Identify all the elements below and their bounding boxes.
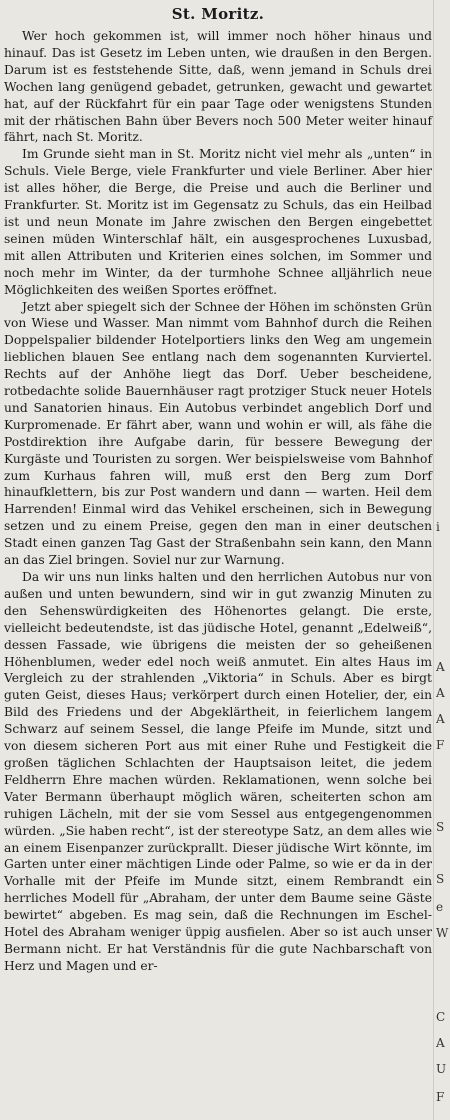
article-paragraph-1: Wer hoch gekommen ist, will immer noch höher hinaus und hinauf. Das ist Gesetz im Leben unten, wie draußen in den Bergen. Darum ist es feststehende Sitte, daß, wenn jemand in Schuls drei Wochen lang genügend gebadet, getrunken, gewacht und gewartet hat, auf der Rückfahrt für ein paar Tage oder wenigstens Stunden mit der rhätischen Bahn über Bevers noch 500 Meter weiter hinauf fährt, nach St. Moritz. <box>4 29 432 145</box>
margin-letter: W <box>436 926 449 940</box>
article-title: St. Moritz. <box>171 5 265 23</box>
margin-letter: S <box>436 872 445 886</box>
margin-letter: U <box>436 1062 447 1076</box>
margin-letter: S <box>436 820 445 834</box>
margin-letter: F <box>436 738 445 752</box>
column-rule <box>433 0 434 1120</box>
margin-letter: e <box>436 900 444 914</box>
article-paragraph-4: Da wir uns nun links halten und den herrlichen Autobus nur von außen und unten bewundern, sind wir in gut zwanzig Minuten zu den Sehenswürdigkeiten des Höhenortes gelangt. Die erste, vielleicht bedeutendste, ist das jüdische Hotel, genannt „Edelweiß“, dessen Fassade, wie übrigens die meisten der so geheißenen Höhenblumen, weder edel noch weiß anmutet. Ein altes Haus im Vergleich zu der strahlenden „Viktoria“ in Schuls. Aber es birgt guten Geist, dieses Haus; verkörpert durch einen Hotelier, der, ein Bild des Friedens und der Abgeklärtheit, in feierlichem langem Schwarz auf seinem Sessel, die lange Pfeife im Munde, sitzt und von diesem sicheren Port aus mit einer Ruhe und Festigkeit die großen täglichen Schlachten der Hauptsaison leitet, die jedem Feldherrn Ehre machen würden. Reklamationen, wenn solche bei Vater Bermann überhaupt möglich wären, scheiterten schon am ruhigen Lächeln, mit der sie vom Sessel aus entgegengenommen würden. „Sie haben recht“, ist der stereotype Satz, an dem alles wie an einem Eisenpanzer zurückprallt. Dieser jüdische Wirt könnte, im Garten unter einer mächtigen Linde oder Palme, so wie er da in der Vorhalle mit der Pfeife im Munde sitzt, einem Rembrandt ein herrliches Modell für „Abraham, der unter dem Baume seine Gäste bewirtet“ abgeben. Es mag sein, daß die Rechnungen im Eschel-Hotel des Abraham weniger üppig ausfielen. Aber so ist auch unser Bermann nicht. Er hat Verständnis für die gute Nachbarschaft von Herz und Magen und er- <box>4 570 432 973</box>
margin-letter: A <box>436 660 445 674</box>
article-paragraph-2: Im Grunde sieht man in St. Moritz nicht viel mehr als „unten“ in Schuls. Viele Berge, viele Frankfurter und viele Berliner. Aber hier ist alles höher, die Berge, die Preise und auch die Berliner und Frankfurter. St. Moritz ist im Gegensatz zu Schuls, das ein Heilbad ist und neun Monate im Jahre zwischen den Bergen eingebettet seinen müden Winterschlaf hält, ein ausgesprochenes Luxusbad, mit allen Attributen und Kriterien eines solchen, im Sommer und noch mehr im Winter, da der turmhohe Schnee alljährlich neue Möglichkeiten des weißen Sportes eröffnet. <box>4 147 432 297</box>
margin-letter: F <box>436 1090 445 1104</box>
margin-letter: i <box>436 520 440 534</box>
article-column <box>4 4 432 975</box>
margin-letter: A <box>436 712 445 726</box>
margin-letter: A <box>436 1036 445 1050</box>
article-paragraph-3: Jetzt aber spiegelt sich der Schnee der Höhen im schönsten Grün von Wiese und Wasser. Man nimmt vom Bahnhof durch die Reihen Doppelspalier bildender Hotelportiers links den Weg am ungemein lieblichen blauen See entlang nach dem sogenannten Kurviertel. Rechts auf der Anhöhe liegt das Dorf. Ueber bescheidene, rotbedachte solide Bauernhäuser ragt protziger Stuck neuer Hotels und Sanatorien hinaus. Ein Autobus verbindet angeblich Dorf und Kurpromenade. Er fährt aber, wann und wohin er will, als fähe die Postdirektion ihre Aufgabe darin, für bessere Bewegung der Kurgäste und Touristen zu sorgen. Wer beispielsweise vom Bahnhof zum Kurhaus fahren will, muß erst den Berg zum Dorf hinaufklettern, bis zur Post wandern und dann — warten. Heil dem Harrenden! Einmal wird das Vehikel erscheinen, sich in Bewegung setzen und zu einem Preise, gegen den man in einer deutschen Stadt einen ganzen Tag Gast der Straßenbahn sein kann, den Mann an das Ziel bringen. Soviel nur zur Warnung. <box>4 299 432 568</box>
adjacent-column-fragment <box>436 490 450 1120</box>
margin-letter: A <box>436 686 445 700</box>
margin-letter: C <box>436 1010 446 1024</box>
